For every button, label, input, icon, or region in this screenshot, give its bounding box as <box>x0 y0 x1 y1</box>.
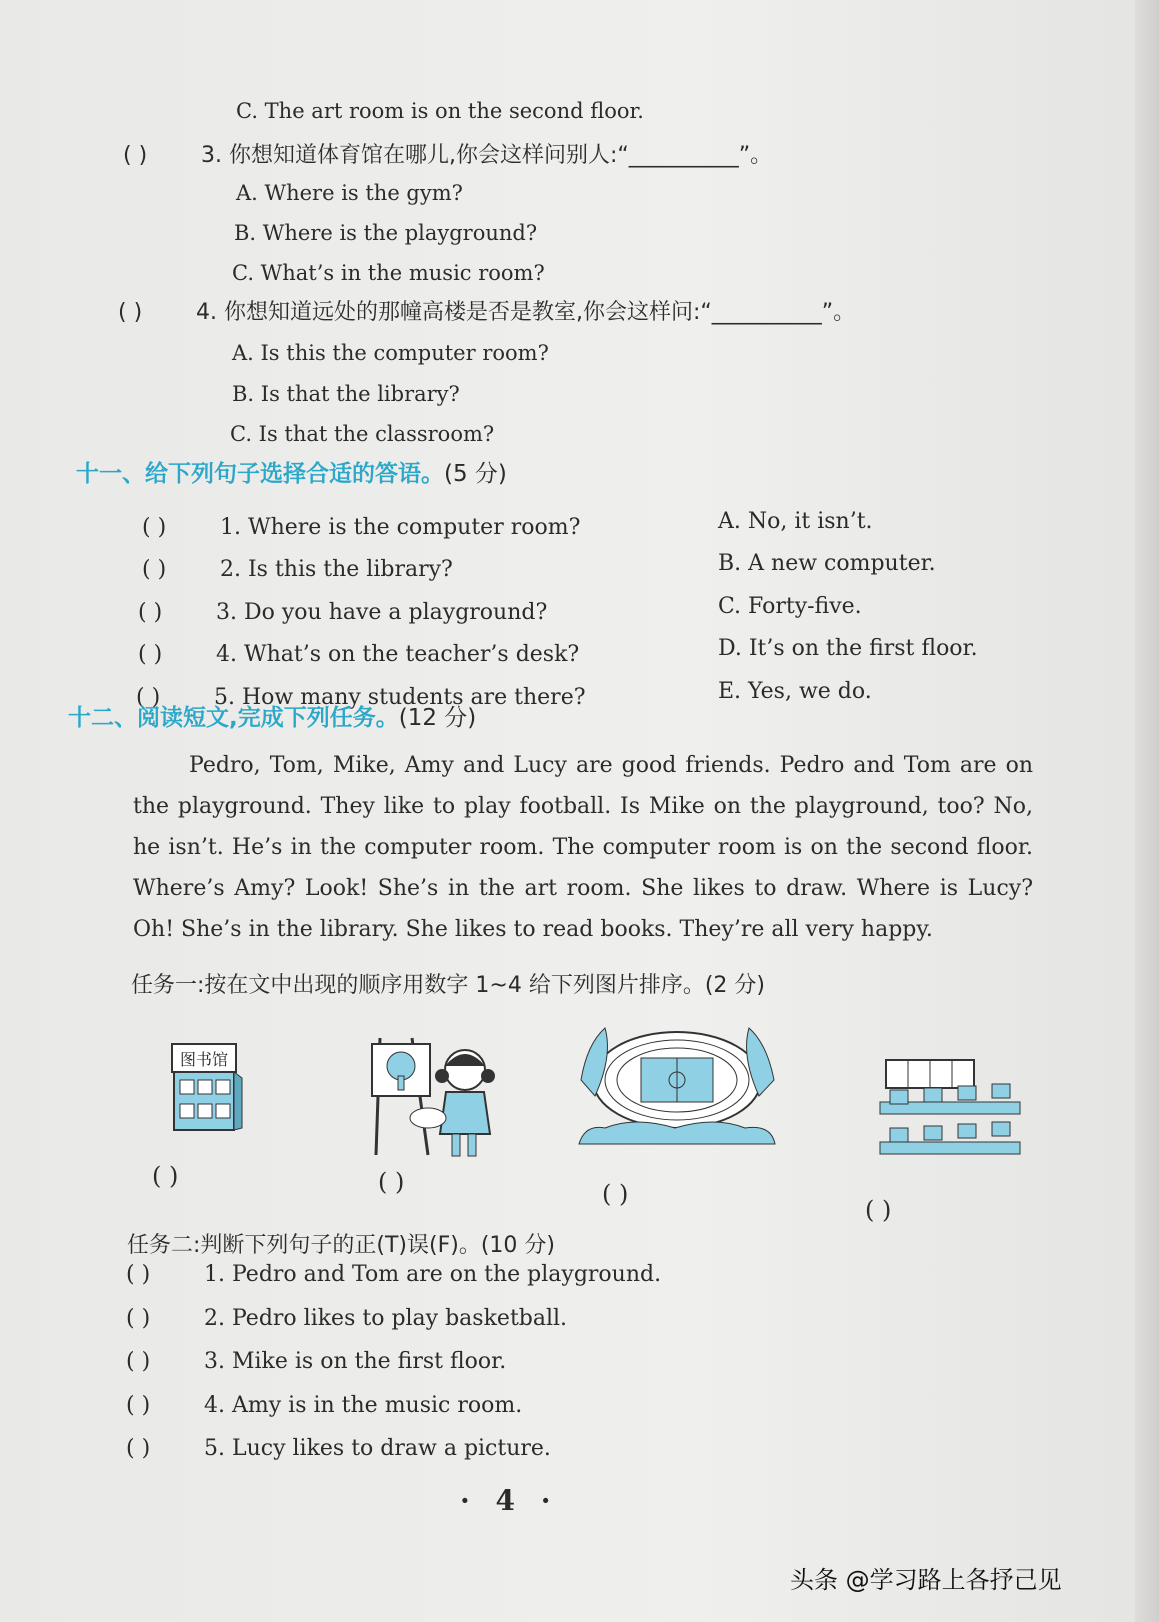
picture-2-answer-paren[interactable]: ( ) <box>378 1168 405 1196</box>
q4-option-b: B. Is that the library? <box>232 382 460 406</box>
section-12-heading: 十二、阅读短文,完成下列任务。(12 分) <box>68 705 477 731</box>
q4-option-c: C. Is that the classroom? <box>230 422 495 446</box>
answer-paren[interactable]: ( ) <box>126 1349 151 1374</box>
true-false-statement: 2. Pedro likes to play basketball. <box>204 1306 568 1331</box>
art-room-girl-picture <box>370 1030 510 1166</box>
true-false-row <box>126 1306 567 1332</box>
q2-option-c: C. The art room is on the second floor. <box>236 99 644 123</box>
picture-1-answer-paren[interactable]: ( ) <box>152 1162 179 1190</box>
matching-row <box>138 642 579 668</box>
watermark: 头条 @学习路上各抒己见 <box>790 1566 1062 1594</box>
answer-paren[interactable]: ( ) <box>118 300 143 325</box>
answer-paren[interactable]: ( ) <box>142 557 167 582</box>
q4-option-a: A. Is this the computer room? <box>232 341 549 365</box>
q3-option-b: B. Where is the playground? <box>234 221 538 245</box>
q3-text: 3. 你想知道体育馆在哪儿,你会这样问别人:“__________”。 <box>201 143 773 168</box>
matching-question: 3. Do you have a playground? <box>216 600 548 625</box>
matching-answer: B. A new computer. <box>718 551 936 576</box>
q4-row <box>118 300 855 326</box>
true-false-statement: 3. Mike is on the first floor. <box>204 1349 507 1374</box>
answer-paren[interactable]: ( ) <box>126 1262 151 1287</box>
matching-answer: E. Yes, we do. <box>718 679 872 704</box>
matching-answer: C. Forty-five. <box>718 594 862 619</box>
reading-passage: Pedro, Tom, Mike, Amy and Lucy are good friends. Pedro and Tom are on the playground. They like to play football. Is Mike on the playground, too? No, he isn’t. He’s in the computer room. The computer room is on the second floor. Where’s Amy? Look! She’s in the art room. She likes to draw. Where is Lucy? Oh! She’s in the library. She likes to read books. They’re all very happy. <box>133 753 1033 942</box>
matching-question: 2. Is this the library? <box>220 557 453 582</box>
playground-stadium-picture <box>575 1020 780 1152</box>
matching-row <box>142 557 453 583</box>
book-spine <box>1135 0 1159 1622</box>
q3-option-a: A. Where is the gym? <box>236 181 463 205</box>
matching-question: 4. What’s on the teacher’s desk? <box>216 642 580 667</box>
answer-paren[interactable]: ( ) <box>138 600 163 625</box>
page-number: · 4 · <box>460 1484 559 1517</box>
matching-question: 5. How many students are there? <box>214 685 586 710</box>
library-sign: 图书馆 <box>179 1050 229 1069</box>
matching-question: 1. Where is the computer room? <box>220 515 581 540</box>
picture-3-answer-paren[interactable]: ( ) <box>602 1180 629 1208</box>
true-false-row <box>126 1262 661 1288</box>
computer-room-picture <box>876 1058 1026 1170</box>
matching-answer: A. No, it isn’t. <box>718 509 873 534</box>
matching-row <box>142 515 580 541</box>
q3-row <box>123 143 772 169</box>
answer-paren[interactable]: ( ) <box>126 1306 151 1331</box>
section-11-heading: 十一、给下列句子选择合适的答语。(5 分) <box>76 461 507 487</box>
answer-paren[interactable]: ( ) <box>123 143 148 168</box>
answer-paren[interactable]: ( ) <box>126 1436 151 1461</box>
answer-paren[interactable]: ( ) <box>136 685 161 710</box>
matching-row <box>138 600 547 626</box>
picture-4-answer-paren[interactable]: ( ) <box>865 1196 892 1224</box>
true-false-statement: 1. Pedro and Tom are on the playground. <box>204 1262 662 1287</box>
library-picture <box>168 1038 244 1132</box>
q4-text: 4. 你想知道远处的那幢高楼是否是教室,你会这样问:“__________”。 <box>196 300 856 325</box>
task-2-instruction: 任务二:判断下列句子的正(T)误(F)。(10 分) <box>127 1233 555 1258</box>
task-1-instruction: 任务一:按在文中出现的顺序用数字 1~4 给下列图片排序。(2 分) <box>131 973 765 998</box>
true-false-row <box>126 1393 522 1419</box>
true-false-row <box>126 1349 506 1375</box>
answer-paren[interactable]: ( ) <box>142 515 167 540</box>
true-false-row <box>126 1436 551 1462</box>
true-false-statement: 5. Lucy likes to draw a picture. <box>204 1436 551 1461</box>
answer-paren[interactable]: ( ) <box>126 1393 151 1418</box>
answer-paren[interactable]: ( ) <box>138 642 163 667</box>
true-false-statement: 4. Amy is in the music room. <box>204 1393 523 1418</box>
q3-option-c: C. What’s in the music room? <box>232 261 545 285</box>
matching-answer: D. It’s on the first floor. <box>718 636 978 661</box>
